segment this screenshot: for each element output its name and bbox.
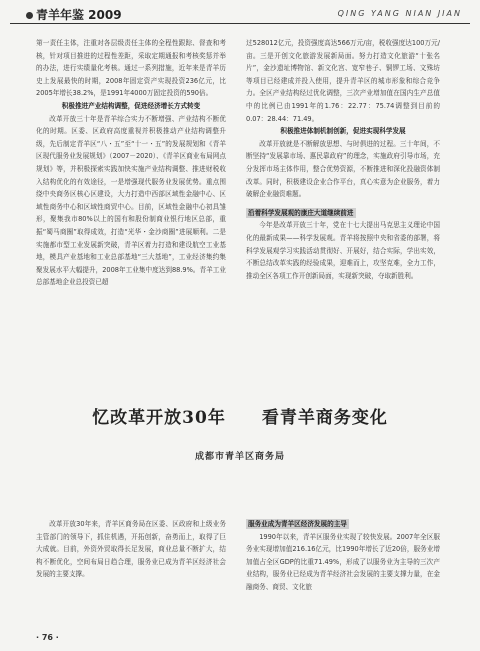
section-heading-highlight: 沿着科学发展观的康庄大道继续前进 [248, 208, 354, 217]
page-number: · 76 · [36, 633, 59, 642]
header-romanized-title: QING YANG NIAN JIAN [337, 9, 462, 18]
article-title: 忆改革开放30年 看青羊商务变化 [92, 408, 388, 428]
paragraph: 今年是改革开放三十年，党在十七大提出马克思主义理论中国化的最新成果——科学发展观。青羊将按照中央和省委的部署，将科学发展观学习实践活动贯彻好、开展好，结合实际，学出实效，不断总结改革实践的经验成果，迎难而上，攻坚克难，全力工作，推动全区各项工作开创新局面，实现新突破，夺取新胜利。 [246, 221, 440, 280]
left-column [36, 37, 226, 289]
section-heading: 积极推进体制机制创新，促进实现科学发展 [280, 127, 406, 136]
article-author: 成都市青羊区商务局 [194, 452, 285, 462]
page-header [10, 6, 470, 24]
paragraph: 过528012亿元，投资强度高达566万元/亩，税收强度达100万元/亩。三是开创文化旅游发展新局面。努力打造文化旅游“十张名片”，金沙遗址博物馆、新文化宫、宽窄巷子、铜锣工场、文殊坊等项目已经建成并投入使用，提升青羊区的城市形象和综合竞争力。全区产业结构经过优化调整，三次产业增加值在国内生产总值中的比例已由1991年的1.76：22.77：75.74调整到目前的0.07：28.44：71.49。 [246, 39, 440, 123]
bottom-left-column [36, 518, 226, 581]
bottom-right-column [246, 518, 440, 594]
paragraph: 改革开放就是不断解放思想、与时俱进的过程。三十年间，不断坚持“发展靠市场、惠民靠政府”的理念，实施政府引导市场，充分发挥市场主体作用，整合优势资源，不断推进和深化投融资体制改革。同时，积极建设企业合作平台，真心实意为企业服务，着力破解企业融资难题。 [246, 139, 440, 199]
paragraph: 改革开放30年来，青羊区商务局在区委、区政府和上级业务主管部门的领导下，抓住机遇，开拓创新，奋勇而上，取得了巨大成就。目前，外资外贸取得长足发展，商业总量不断扩大，结构不断优化，空间布局日趋合理，服务业已成为青羊区经济社会发展的主要支撑。 [36, 520, 226, 579]
paragraph: 改革开放三十年是青羊综合实力不断增强、产业结构不断优化的时期。区委、区政府高度重视并积极推动产业结构调整升级，先后制定青羊区“八・五”至“十一・五”的发展规划和《青羊区现代服务业发展规划》（2007－2020）、《青羊区商业布局网点规划》等，并积极探索实践加快实施产业结构调整、推进财税收入结构优化的有效途径，一是增强现代服务业发展优势。重点围绕中央商务区核心区建设，大力打造中西部区域性金融中心、区域性商务中心和区域性商贸中心。目前，区域性金融中心初具雏形，聚集我市80%以上的国有和股份制商业银行地区总部，重振“蜀马商圈”取得成效，打造“光华・金沙商圈”进展顺利。二是实施都市型工业发展新突破，青羊区着力打造和建设航空工业基地，模具产业基地和工业总部基地“三大基地”，工业经济集约集聚发展水平大幅提升，2008年工业集中度达到88.9%。青羊工业总部基地企业总投资已超 [36, 114, 226, 287]
section-heading: 积极推进产业结构调整，促进经济增长方式转变 [61, 101, 201, 110]
paragraph: 1990年以来，青羊区服务业实现了较快发展。2007年全区服务业实现增加值216.16亿元，比1990年增长了近20倍，服务业增加值占全区GDP的比重71.49%，形成了以服务业为主导的三次产业结构，服务业已经成为青羊经济社会发展的主要支撑力量，在金融商务、商贸、文化旅 [246, 532, 440, 591]
right-column [246, 37, 440, 282]
logo-mark-icon [26, 12, 33, 19]
yearbook-logo: 青羊年鉴 2009 [26, 6, 122, 23]
section-heading-highlight: 服务业成为青羊区经济发展的主导 [248, 520, 347, 528]
header-rule [10, 23, 470, 24]
paragraph: 第一责任主体，注重对各层级责任主体的全程性跟踪、督查和考核，针对项目推进的过程性差距，采取定期通报和考核奖惩并举的办法，进行实绩量化考核。通过一系列措施，近年来是青羊历史上发展最快的时期，2008年固定资产实现投资236亿元，比2005年增长38.2%，是1991年4000万固定投资的590倍。 [36, 39, 226, 98]
